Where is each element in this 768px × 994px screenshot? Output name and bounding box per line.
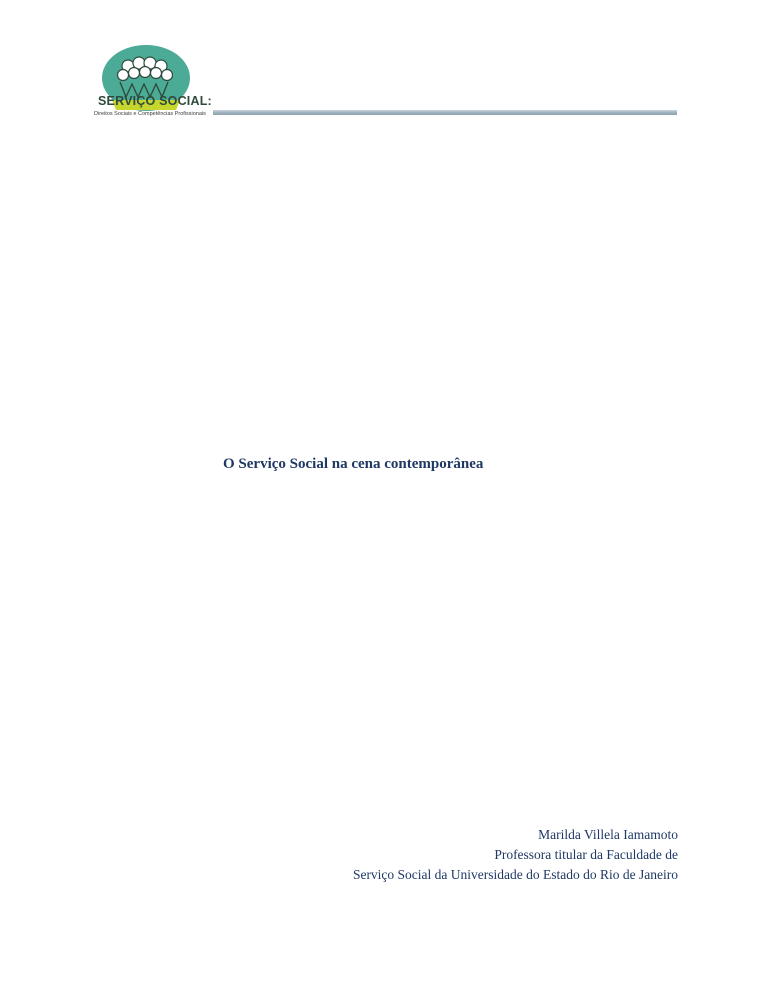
logo-subtitle: Direitos Sociais e Competências Profissionais <box>94 111 206 117</box>
author-name: Marilda Villela Iamamoto <box>538 827 678 842</box>
author-block <box>353 825 678 885</box>
header-rule <box>213 110 677 115</box>
author-position-line-1: Professora titular da Faculdade de <box>494 847 678 862</box>
logo-emblem-icon <box>90 42 210 122</box>
author-position-line-2: Serviço Social da Universidade do Estado do Rio de Janeiro <box>352 867 678 882</box>
logo <box>90 42 210 122</box>
document-title: O Serviço Social na cena contemporânea <box>223 456 484 472</box>
logo-title: SERVIÇO SOCIAL: <box>98 94 212 108</box>
